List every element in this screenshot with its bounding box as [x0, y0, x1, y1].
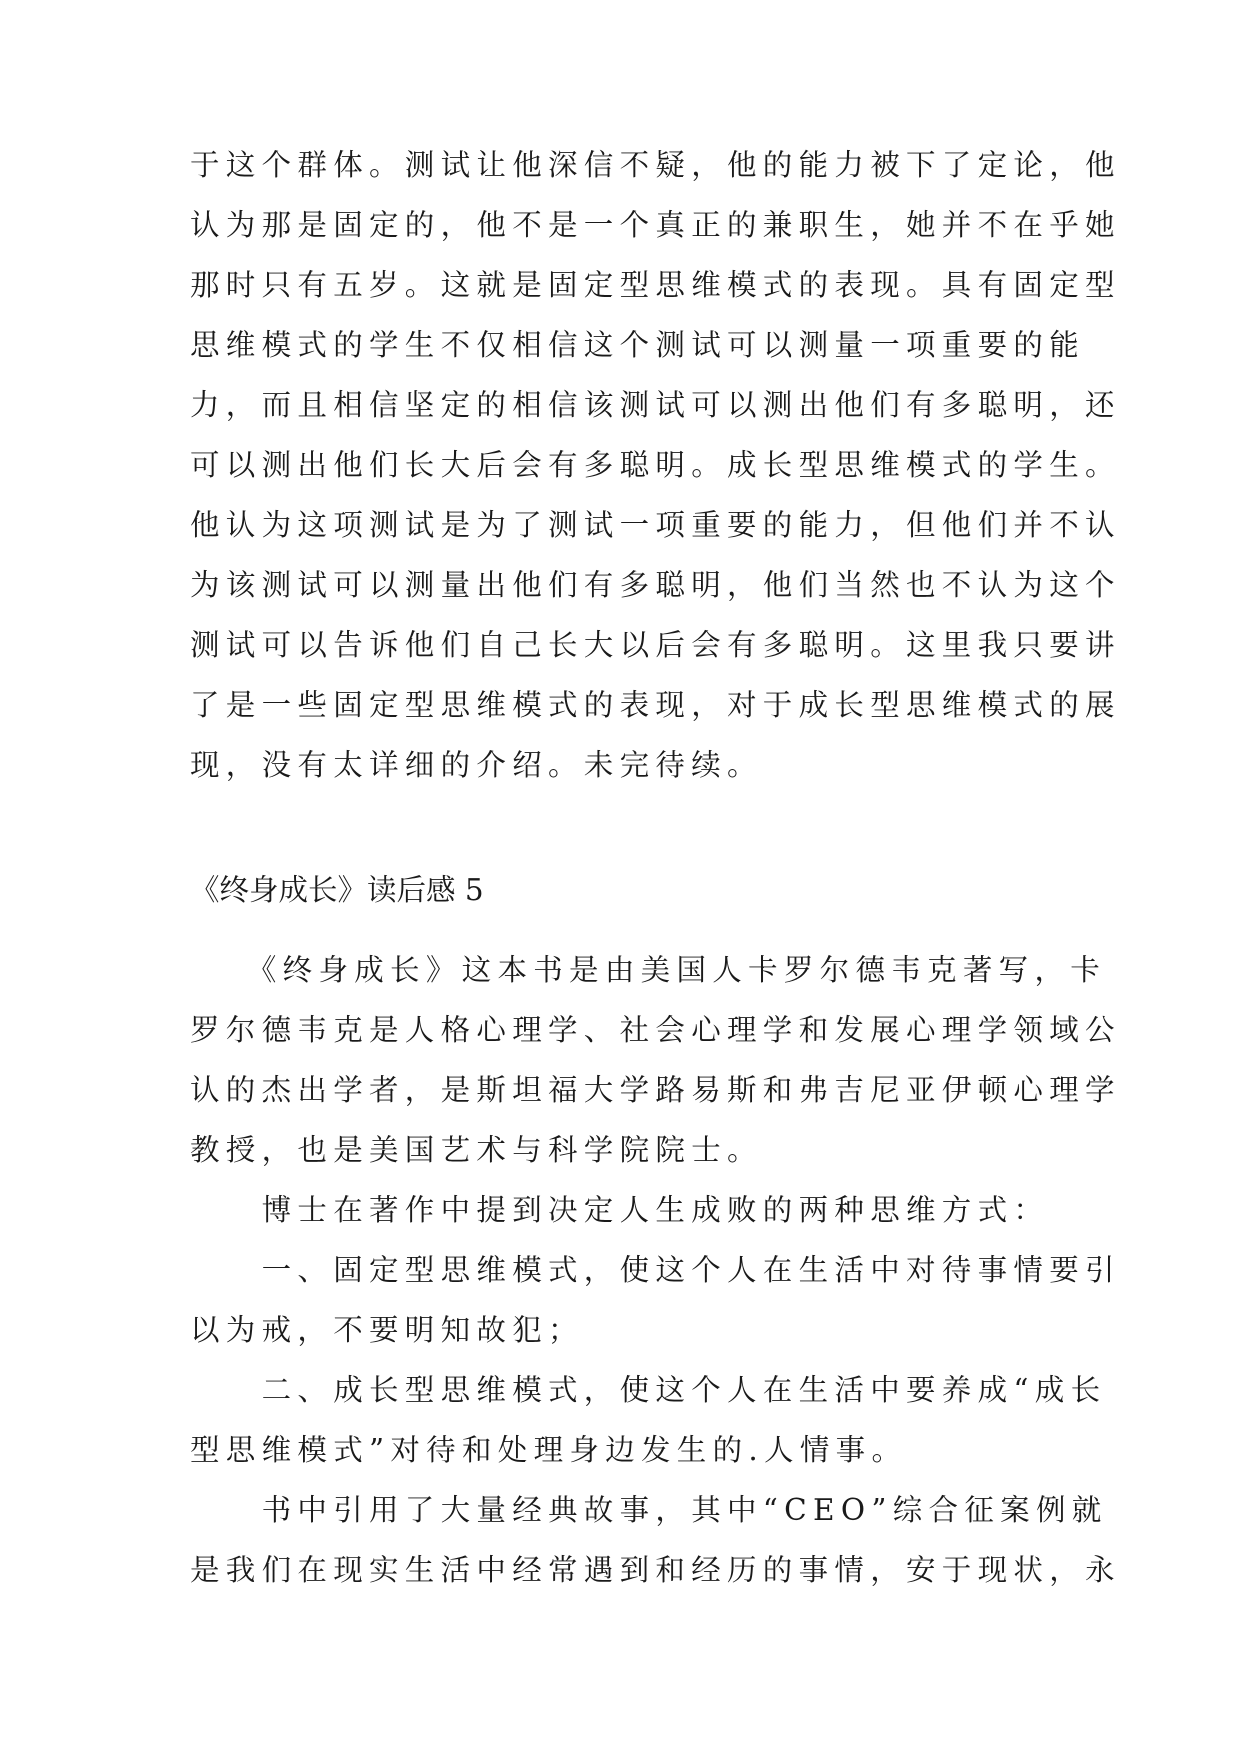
text-line: 他认为这项测试是为了测试一项重要的能力，但他们并不认 — [190, 508, 1121, 542]
paragraph-continuation — [190, 135, 1121, 795]
text-line: 思维模式的学生不仅相信这个测试可以测量一项重要的能 — [190, 328, 1086, 362]
text-line: 于这个群体。测试让他深信不疑，他的能力被下了定论，他 — [190, 148, 1121, 182]
text-line: 力，而且相信坚定的相信该测试可以测出他们有多聪明，还 — [190, 388, 1121, 422]
section-body — [190, 940, 1121, 1600]
text-line: 《终身成长》这本书是由美国人卡罗尔德韦克著写，卡 — [190, 953, 1107, 987]
text-line: 了是一些固定型思维模式的表现，对于成长型思维模式的展 — [190, 688, 1121, 722]
text-line: 测试可以告诉他们自己长大以后会有多聪明。这里我只要讲 — [190, 628, 1121, 662]
text-line: 博士在著作中提到决定人生成败的两种思维方式： — [190, 1193, 1050, 1227]
text-line: 为该测试可以测量出他们有多聪明，他们当然也不认为这个 — [190, 568, 1121, 602]
text-line: 书中引用了大量经典故事，其中“CEO”综合征案例就 — [190, 1493, 1108, 1527]
text-line: 是我们在现实生活中经常遇到和经历的事情，安于现状，永 — [190, 1553, 1121, 1587]
text-line: 教授，也是美国艺术与科学院院士。 — [190, 1133, 763, 1167]
text-line: 那时只有五岁。这就是固定型思维模式的表现。具有固定型 — [190, 268, 1121, 302]
text-line: 一、固定型思维模式，使这个人在生活中对待事情要引 — [190, 1253, 1121, 1287]
text-line: 二、成长型思维模式，使这个人在生活中要养成“成长 — [190, 1373, 1107, 1407]
text-line: 可以测出他们长大后会有多聪明。成长型思维模式的学生。 — [190, 448, 1121, 482]
text-line: 罗尔德韦克是人格心理学、社会心理学和发展心理学领域公 — [190, 1013, 1121, 1047]
text-line: 现，没有太详细的介绍。未完待续。 — [190, 748, 763, 782]
text-line: 认的杰出学者，是斯坦福大学路易斯和弗吉尼亚伊顿心理学 — [190, 1073, 1121, 1107]
text-line: 以为戒，不要明知故犯； — [190, 1313, 584, 1347]
text-line: 认为那是固定的，他不是一个真正的兼职生，她并不在乎她 — [190, 208, 1121, 242]
section-heading: 《终身成长》读后感 5 — [190, 873, 484, 907]
text-line: 型思维模式”对待和处理身边发生的.人情事。 — [190, 1433, 908, 1467]
